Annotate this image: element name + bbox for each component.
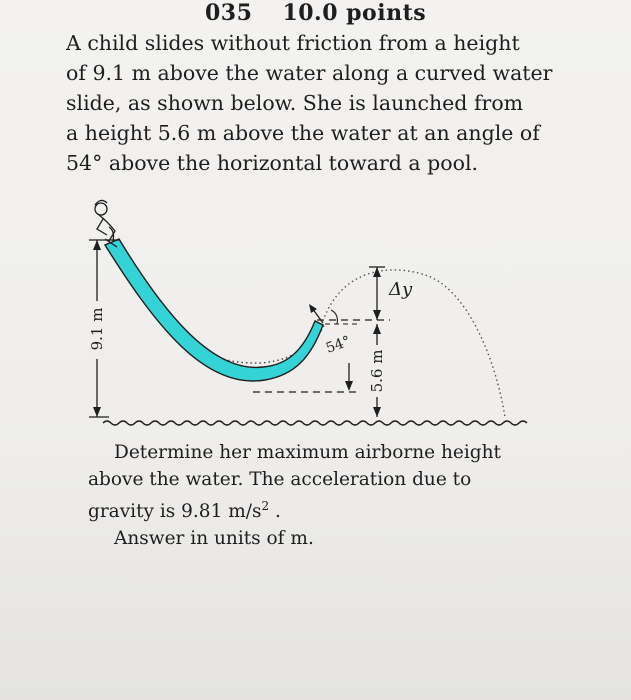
height-label-9-1: 9.1 m — [88, 307, 106, 351]
problem-statement — [66, 28, 566, 178]
height-dimension-9-1 — [88, 240, 119, 417]
water-surface — [103, 421, 527, 425]
angle-arc — [331, 310, 337, 324]
launch-height-label: 5.6 m — [368, 349, 386, 393]
question-line — [88, 493, 568, 526]
statement-line: of 9.1 m above the water along a curved water — [66, 61, 553, 85]
problem-number: 035 — [205, 0, 253, 26]
statement-line: slide, as shown below. She is launched from — [66, 91, 524, 115]
launch-height-dimension-5-6 — [368, 324, 386, 417]
gravity-suffix: . — [269, 501, 281, 523]
delta-y-dimension — [369, 267, 413, 320]
statement-line: a height 5.6 m above the water at an angle of — [66, 121, 540, 145]
statement-line: A child slides without friction from a height — [66, 31, 520, 55]
water-slide-diagram — [85, 195, 555, 435]
gravity-exponent: 2 — [261, 499, 270, 513]
question — [88, 440, 568, 552]
statement-line: 54° above the horizontal toward a pool. — [66, 151, 479, 175]
gravity-text: gravity is 9.81 m/s — [88, 501, 262, 523]
problem-points: 10.0 points — [282, 0, 427, 26]
problem-header — [205, 0, 426, 26]
water-slide — [105, 239, 323, 381]
question-line: Determine her maximum airborne height — [114, 442, 501, 463]
question-line: above the water. The acceleration due to — [88, 468, 472, 490]
angle-label: 54° — [323, 333, 353, 357]
delta-y-label: Δy — [389, 279, 413, 300]
answer-units: Answer in units of m. — [114, 527, 314, 549]
